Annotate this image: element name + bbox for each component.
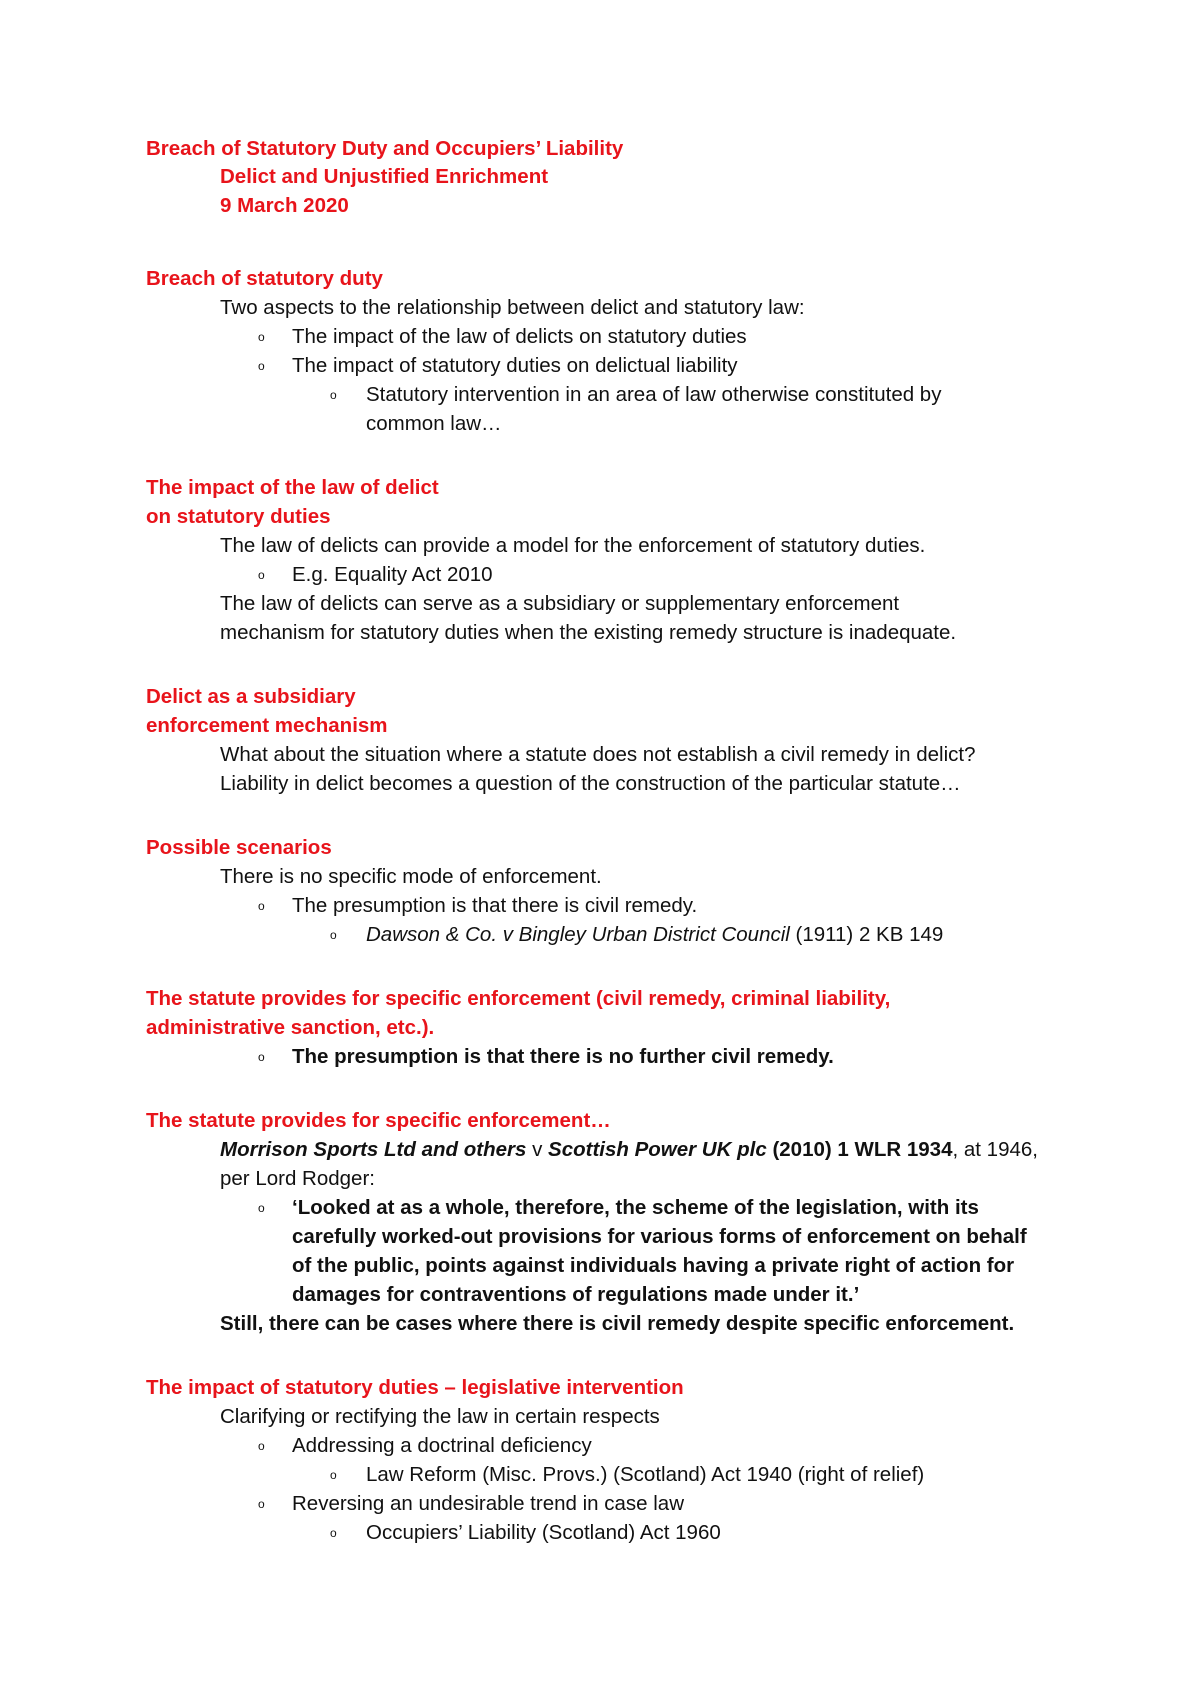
section-text: Clarifying or rectifying the law in certain respects bbox=[220, 1405, 660, 1428]
list-item: The presumption is that there is civil remedy. bbox=[292, 894, 698, 917]
bullet-icon: o bbox=[258, 568, 265, 582]
case-citation bbox=[366, 920, 943, 950]
lecture-date: 9 March 2020 bbox=[220, 194, 349, 217]
section-heading-subsidiary: Delict as a subsidiary bbox=[146, 685, 356, 708]
list-item: E.g. Equality Act 2010 bbox=[292, 563, 493, 586]
bullet-icon: o bbox=[258, 1050, 265, 1064]
quote-line: ‘Looked at as a whole, therefore, the scheme of the legislation, with its bbox=[292, 1196, 979, 1219]
section-heading-specific-enforcement: The statute provides for specific enforcement (civil remedy, criminal liability, bbox=[146, 987, 891, 1010]
case-pinpoint: , at 1946, bbox=[952, 1138, 1038, 1161]
section-text: Liability in delict becomes a question of the construction of the particular statute… bbox=[220, 772, 961, 795]
bullet-icon: o bbox=[258, 359, 265, 373]
list-item: Law Reform (Misc. Provs.) (Scotland) Act 1940 (right of relief) bbox=[366, 1463, 925, 1486]
course-name: Delict and Unjustified Enrichment bbox=[220, 165, 549, 188]
list-item-continuation: common law… bbox=[366, 412, 502, 435]
list-item: Reversing an undesirable trend in case law bbox=[292, 1492, 685, 1515]
case-citation bbox=[220, 1135, 1038, 1165]
case-versus: v bbox=[526, 1138, 549, 1161]
section-heading-breach: Breach of statutory duty bbox=[146, 267, 383, 290]
section-text: mechanism for statutory duties when the existing remedy structure is inadequate. bbox=[220, 621, 957, 644]
bullet-icon: o bbox=[330, 388, 337, 402]
section-text: What about the situation where a statute does not establish a civil remedy in delict? bbox=[220, 743, 976, 766]
section-text: Still, there can be cases where there is civil remedy despite specific enforcement. bbox=[220, 1312, 1015, 1335]
section-heading-impact-delict: The impact of the law of delict bbox=[146, 476, 439, 499]
quote-line: damages for contraventions of regulations made under it.’ bbox=[292, 1283, 860, 1306]
case-reference: (1911) 2 KB 149 bbox=[789, 923, 944, 946]
list-item: The presumption is that there is no further civil remedy. bbox=[292, 1045, 834, 1068]
list-item: The impact of statutory duties on delictual liability bbox=[292, 354, 738, 377]
section-text: There is no specific mode of enforcement. bbox=[220, 865, 602, 888]
bullet-icon: o bbox=[330, 928, 337, 942]
bullet-icon: o bbox=[258, 1439, 265, 1453]
document-title: Breach of Statutory Duty and Occupiers’ Liability bbox=[146, 137, 624, 160]
section-heading-scenarios: Possible scenarios bbox=[146, 836, 332, 859]
section-heading-specific-enforcement-l2: administrative sanction, etc.). bbox=[146, 1016, 435, 1039]
quote-line: carefully worked-out provisions for various forms of enforcement on behalf bbox=[292, 1225, 1027, 1248]
list-item: Statutory intervention in an area of law otherwise constituted by bbox=[366, 383, 942, 406]
section-text: The law of delicts can provide a model for the enforcement of statutory duties. bbox=[220, 534, 926, 557]
list-item: The impact of the law of delicts on statutory duties bbox=[292, 325, 747, 348]
bullet-icon: o bbox=[330, 1468, 337, 1482]
bullet-icon: o bbox=[258, 1497, 265, 1511]
section-text: Two aspects to the relationship between delict and statutory law: bbox=[220, 296, 805, 319]
bullet-icon: o bbox=[258, 899, 265, 913]
quote-line: of the public, points against individuals having a private right of action for bbox=[292, 1254, 1015, 1277]
bullet-icon: o bbox=[258, 1201, 265, 1215]
list-item: Addressing a doctrinal deficiency bbox=[292, 1434, 592, 1457]
section-text: The law of delicts can serve as a subsidiary or supplementary enforcement bbox=[220, 592, 900, 615]
case-party-b: Scottish Power UK plc bbox=[548, 1138, 767, 1161]
case-judge: per Lord Rodger: bbox=[220, 1167, 375, 1190]
case-name: Dawson & Co. v Bingley Urban District Council bbox=[366, 923, 790, 946]
case-reference: (2010) 1 WLR 1934 bbox=[766, 1138, 953, 1161]
bullet-icon: o bbox=[330, 1526, 337, 1540]
case-party-a: Morrison Sports Ltd and others bbox=[220, 1138, 527, 1161]
bullet-icon: o bbox=[258, 330, 265, 344]
section-heading-specific-enforcement-cont: The statute provides for specific enforcement… bbox=[146, 1109, 611, 1132]
section-heading-legislative-intervention: The impact of statutory duties – legislative intervention bbox=[146, 1376, 684, 1399]
list-item: Occupiers’ Liability (Scotland) Act 1960 bbox=[366, 1521, 721, 1544]
section-heading-subsidiary-l2: enforcement mechanism bbox=[146, 714, 388, 737]
section-heading-impact-delict-l2: on statutory duties bbox=[146, 505, 331, 528]
